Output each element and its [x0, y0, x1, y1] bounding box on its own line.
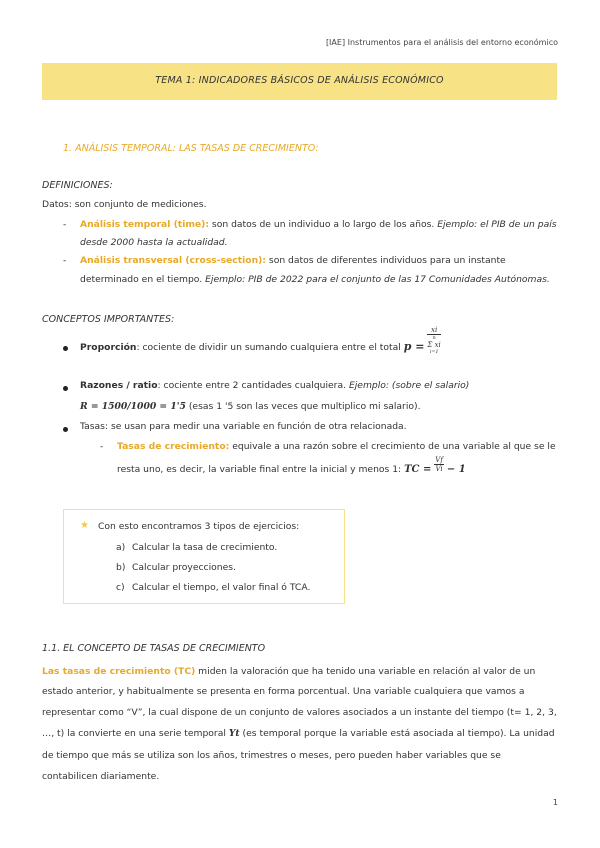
bullet	[63, 346, 68, 351]
box-item: Calcular el tiempo, el valor final ó TCA.	[132, 582, 311, 593]
section-1-1-line2: estado anterior, y habitualmente se presenta en forma porcentual. Una variable cualquiera que vamos a	[42, 686, 525, 697]
bullet	[63, 427, 68, 432]
section-1-heading: 1. ANÁLISIS TEMPORAL: LAS TASAS DE CRECIMIENTO:	[63, 143, 319, 154]
dash-marker: -	[100, 441, 104, 452]
concept-razones: Razones / ratio: cociente entre 2 cantidades cualquiera. Ejemplo: (sobre el salario)	[80, 380, 470, 391]
definition-item-temporal: Análisis temporal (time): son datos de un individuo a lo largo de los años. Ejemplo: el PIB de un país	[80, 219, 557, 230]
dash-marker: -	[63, 219, 67, 230]
definitions-heading: DEFINICIONES:	[42, 180, 113, 191]
concept-tasas-crecimiento: Tasas de crecimiento: equivale a una razón sobre el crecimiento de una variable al que se le	[117, 441, 556, 452]
section-1-1-line1: Las tasas de crecimiento (TC) miden la valoración que ha tenido una variable en relación al valor de un	[42, 666, 536, 677]
section-1-1-line4: …, t) la convierte en una serie temporal Yt (es temporal porque la variable está asociada al tiempo). La unidad	[42, 728, 555, 739]
tc-formula-line: resta uno, es decir, la variable final entre la inicial y menos 1: TC = $\frac{Vf}{Vi}$ − 1	[117, 456, 466, 475]
definition-transversal-cont: determinado en el tiempo. Ejemplo: PIB de 2022 para el conjunto de las 17 Comunidades Autónomas.	[80, 274, 550, 285]
section-1-1-line6: contabilicen diariamente.	[42, 771, 160, 782]
term-analisis-transversal: Análisis transversal (cross-section):	[80, 255, 266, 266]
definitions-intro: Datos: son conjunto de mediciones.	[42, 199, 207, 210]
term-analisis-temporal: Análisis temporal (time):	[80, 219, 210, 230]
page-title: TEMA 1: INDICADORES BÁSICOS DE ANÁLISIS ECONÓMICO	[155, 75, 444, 86]
exercise-types-box	[63, 509, 345, 604]
title-banner	[42, 63, 557, 100]
section-1-1-line5: de tiempo que más se utiliza son los años, trimestres o meses, pero pueden haber variables que se	[42, 750, 501, 761]
concept-tasas: Tasas: se usan para medir una variable en función de otra relacionada.	[80, 421, 407, 432]
definition-item-transversal: Análisis transversal (cross-section): son datos de diferentes individuos para un instante	[80, 255, 506, 266]
box-item-marker: a)	[116, 542, 126, 553]
tc-fraction: $\frac{Vf}{Vi}$	[435, 456, 443, 473]
concepts-heading: CONCEPTOS IMPORTANTES:	[42, 314, 175, 325]
section-1-1-heading: 1.1. EL CONCEPTO DE TASAS DE CRECIMIENTO	[42, 643, 266, 654]
page-number: 1	[552, 798, 558, 807]
box-item: Calcular la tasa de crecimiento.	[132, 542, 278, 553]
box-item-marker: b)	[116, 562, 126, 573]
box-intro: Con esto encontramos 3 tipos de ejercicios:	[98, 521, 300, 532]
bullet	[63, 386, 68, 391]
definition-example-cont: desde 2000 hasta la actualidad.	[80, 237, 228, 248]
proporcion-fraction: xi n Σ xi i=1	[427, 326, 441, 355]
box-item-marker: c)	[116, 582, 125, 593]
dash-marker: -	[63, 255, 67, 266]
section-1-1-line3: representar como “V”, la cual dispone de un conjunto de valores asociados a un instante del tiempo (t= 1, 2, 3,	[42, 707, 557, 718]
concept-proporcion: Proporción: cociente de dividir un sumando cualquiera entre el total p = xi n Σ xi i=1	[80, 326, 441, 355]
document-header: [IAE] Instrumentos para el análisis del entorno económico	[325, 38, 558, 47]
razones-formula-line: R = 1500/1000 = 1'5 (esas 1 '5 son las veces que multiplico mi salario).	[80, 401, 421, 412]
star-icon: ★	[80, 520, 89, 531]
box-item: Calcular proyecciones.	[132, 562, 236, 573]
